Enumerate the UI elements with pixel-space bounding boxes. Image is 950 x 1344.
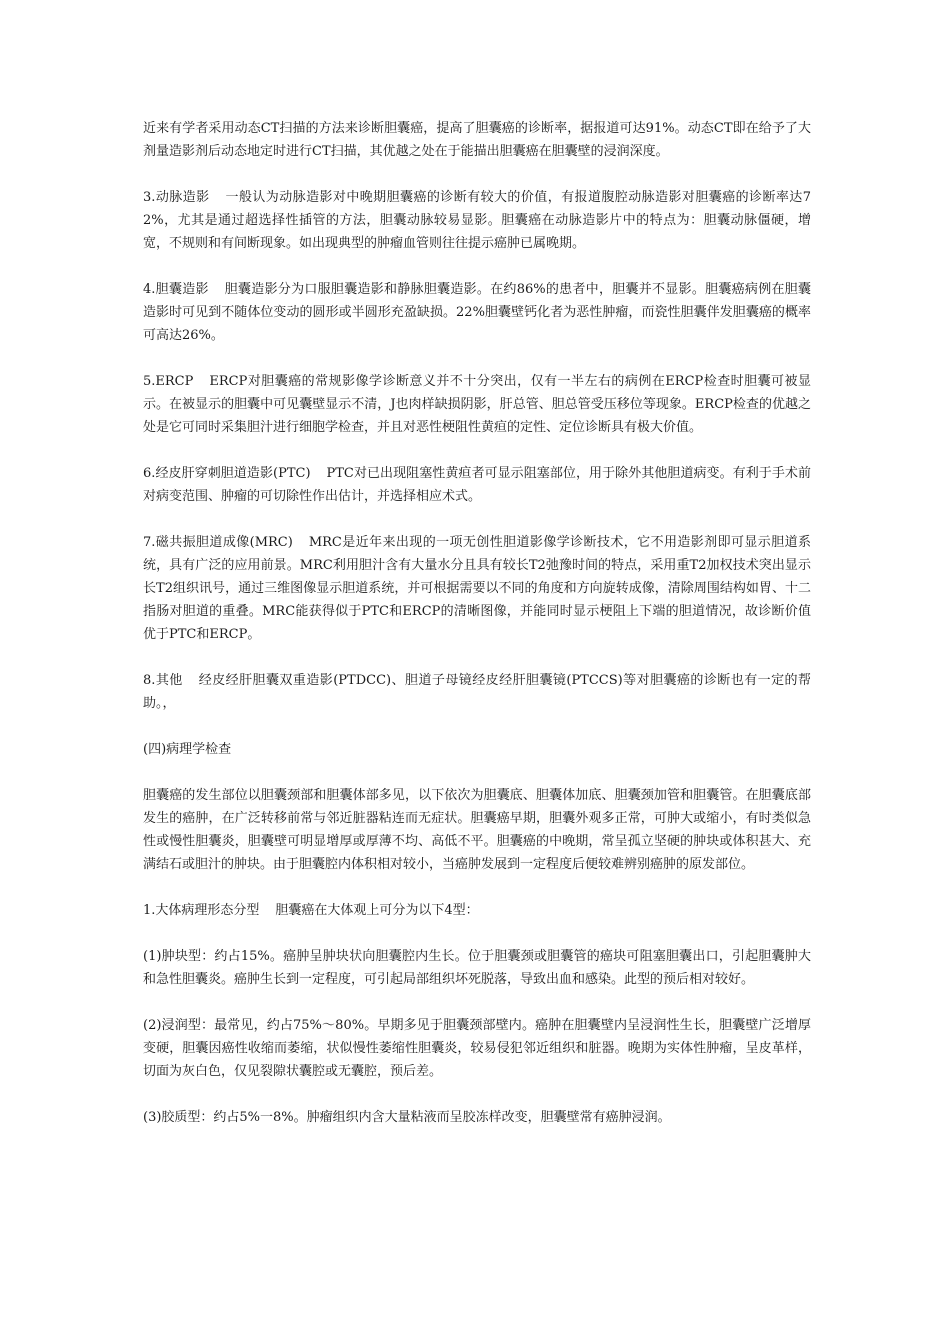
paragraph-text: PTC对已出现阻塞性黄疸者可显示阻塞部位，用于除外其他胆道病变。有利于手术前对病变范围、肿瘤的可切除性作出估计，并选择相应术式。 (143, 466, 811, 504)
paragraph-mrc (143, 531, 811, 646)
paragraph-mass-type (143, 945, 811, 991)
heading-text: (四)病理学检查 (143, 742, 232, 757)
paragraph-text: 一般认为动脉造影对中晚期胆囊癌的诊断有较大的价值，有报道腹腔动脉造影对胆囊癌的诊断率达72%，尤其是通过超选择性插管的方法，胆囊动脉较易显影。胆囊癌在动脉造影片中的特点为：胆囊动脉僵硬，增宽，不规则和有间断现象。如出现典型的肿瘤血管则往往提示癌肿已属晚期。 (143, 190, 811, 251)
paragraph-gross-classification (143, 899, 811, 922)
paragraph-cholecystography (143, 278, 811, 347)
section-label: 7.磁共振胆道成像(MRC) (143, 535, 293, 550)
section-label: 5.ERCP (143, 374, 194, 389)
section-label: 4.胆囊造影 (143, 282, 209, 297)
paragraph-pathology-location (143, 784, 811, 876)
section-label: 6.经皮肝穿刺胆道造影(PTC) (143, 466, 311, 481)
paragraph-text: 经皮经肝胆囊双重造影(PTDCC)、胆道子母镜经皮经肝胆囊镜(PTCCS)等对胆囊癌的诊断也有一定的帮助。， (143, 673, 811, 711)
paragraph-text: 胆囊癌的发生部位以胆囊颈部和胆囊体部多见，以下依次为胆囊底、胆囊体加底、胆囊颈加管和胆囊管。在胆囊底部发生的癌肿，在广泛转移前常与邻近脏器粘连而无症状。胆囊癌早期，胆囊外观多正常，可肿大或缩小，有时类似急性或慢性胆囊炎，胆囊壁可明显增厚或厚薄不均、高低不平。胆囊癌的中晚期，常呈孤立坚硬的肿块或体积甚大、充满结石或胆汁的肿块。由于胆囊腔内体积相对较小，当癌肿发展到一定程度后便较难辨别癌肿的原发部位。 (143, 788, 811, 872)
paragraph-ptc (143, 462, 811, 508)
paragraph-angiography (143, 186, 811, 255)
paragraph-text: 近来有学者采用动态CT扫描的方法来诊断胆囊癌，提高了胆囊癌的诊断率，据报道可达91%。动态CT即在给予了大剂量造影剂后动态地定时进行CT扫描，其优越之处在于能描出胆囊癌在胆囊壁的浸润深度。 (143, 121, 811, 159)
paragraph-text: MRC是近年来出现的一项无创性胆道影像学诊断技术，它不用造影剂即可显示胆道系统，具有广泛的应用前景。MRC利用胆汁含有大量水分且具有较长T2弛豫时间的特点，采用重T2加权技术突出显示长T2组织讯号，通过三维图像显示胆道系统，并可根据需要以不同的角度和方向旋转成像，清除周围结构如胃、十二指肠对胆道的重叠。MRC能获得似于PTC和ERCP的清晰图像，并能同时显示梗阻上下端的胆道情况，故诊断价值优于PTC和ERCP。 (143, 535, 812, 642)
section-heading-pathology (143, 738, 811, 761)
paragraph-text: 胆囊癌在大体观上可分为以下4型： (275, 903, 479, 918)
paragraph-text: (2)浸润型：最常见，约占75%～80%。早期多见于胆囊颈部壁内。癌肿在胆囊壁内呈浸润性生长，胆囊壁广泛增厚变硬，胆囊因癌性收缩而萎缩，状似慢性萎缩性胆囊炎，较易侵犯邻近组织和脏器。晚期为实体性肿瘤，呈皮革样，切面为灰白色，仅见裂隙状囊腔或无囊腔，预后差。 (143, 1018, 811, 1079)
paragraph-ercp (143, 370, 811, 439)
paragraph-text: (1)肿块型：约占15%。癌肿呈肿块状向胆囊腔内生长。位于胆囊颈或胆囊管的癌块可阻塞胆囊出口，引起胆囊肿大和急性胆囊炎。癌肿生长到一定程度，可引起局部组织坏死脱落，导致出血和感染。此型的预后相对较好。 (143, 949, 811, 987)
paragraph-text: 胆囊造影分为口服胆囊造影和静脉胆囊造影。在约86%的患者中，胆囊并不显影。胆囊癌病例在胆囊造影时可见到不随体位变动的圆形或半圆形充盈缺损。22%胆囊壁钙化者为恶性肿瘤，而瓷性胆囊伴发胆囊癌的概率可高达26%。 (143, 282, 811, 343)
paragraph-text: ERCP对胆囊癌的常规影像学诊断意义并不十分突出，仅有一半左右的病例在ERCP检查时胆囊可被显示。在被显示的胆囊中可见囊壁显示不清，J也肉样缺损阴影，肝总管、胆总管受压移位等现象。ERCP检查的优越之处是它可同时采集胆汁进行细胞学检查，并且对恶性梗阻性黄疸的定性、定位诊断具有极大价值。 (143, 374, 811, 435)
section-label: 8.其他 (143, 673, 183, 688)
paragraph-colloid-type (143, 1106, 811, 1129)
paragraph-infiltrative-type (143, 1014, 811, 1083)
paragraph-dynamic-ct (143, 117, 811, 163)
paragraph-text: (3)胶质型：约占5%一8%。肿瘤组织内含大量粘液而呈胶冻样改变，胆囊壁常有癌肿浸润。 (143, 1110, 671, 1125)
paragraph-other (143, 669, 811, 715)
section-label: 3.动脉造影 (143, 190, 210, 205)
document-body (143, 117, 811, 1152)
section-label: 1.大体病理形态分型 (143, 903, 260, 918)
